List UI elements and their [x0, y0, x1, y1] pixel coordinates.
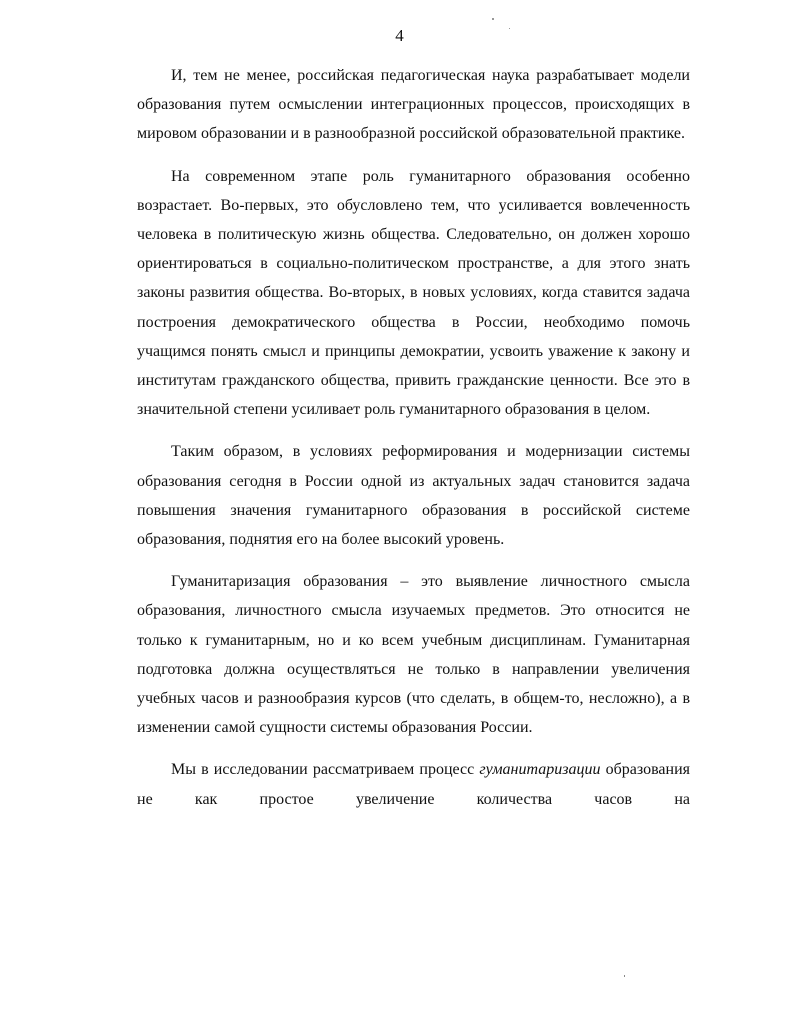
text-body: [137, 61, 690, 814]
paragraph-1: И, тем не менее, российская педагогическая наука разрабатывает модели образования путем осмыслении интеграционных процессов, происходящих в мировом образовании и в разнообразной российской образовательной практике.: [137, 67, 690, 143]
italic-term: гуманитаризации: [479, 761, 601, 779]
paragraph-3: Таким образом, в условиях реформирования и модернизации системы образования сегодня в России одной из актуальных задач становится задача повышения значения гуманитарного образования в российской системе образования, поднятия его на более высокий уровень.: [137, 443, 690, 549]
paragraph-2: На современном этапе роль гуманитарного образования особенно возрастает. Во-первых, это обусловлено тем, что усиливается вовлеченность человека в политическую жизнь общества. Следовательно, он должен хорошо ориентироваться в социально-политическом пространстве, а для этого знать законы развития общества. Во-вторых, в новых условиях, когда ставится задача построения демократического общества в России, необходимо помочь учащимся понять смысл и принципы демократии, усвоить уважение к закону и институтам гражданского общества, привить гражданские ценности. Все это в значительной степени усиливает роль гуманитарного образования в целом.: [137, 167, 690, 419]
paragraph-5-start: Мы в исследовании рассматриваем процесс: [171, 761, 480, 779]
paragraph-5-end: образования не как простое увеличение количества часов на: [137, 761, 690, 808]
paragraph-4: Гуманитаризация образования – это выявление личностного смысла образования, личностного смысла изучаемых предметов. Это относится не только к гуманитарным, но и ко всем учебным дисциплинам. Гуманитарная подготовка должна осуществляться не только в направлении увеличения учебных часов и разнообразия курсов (что сделать, в общем-то, несложно), а в изменении самой сущности системы образования России.: [137, 573, 690, 737]
scan-speck: [492, 18, 494, 20]
page-number: 4: [395, 26, 404, 45]
scan-speck: [624, 975, 625, 977]
scan-speck: [509, 28, 510, 29]
paragraph-5: [137, 755, 690, 813]
